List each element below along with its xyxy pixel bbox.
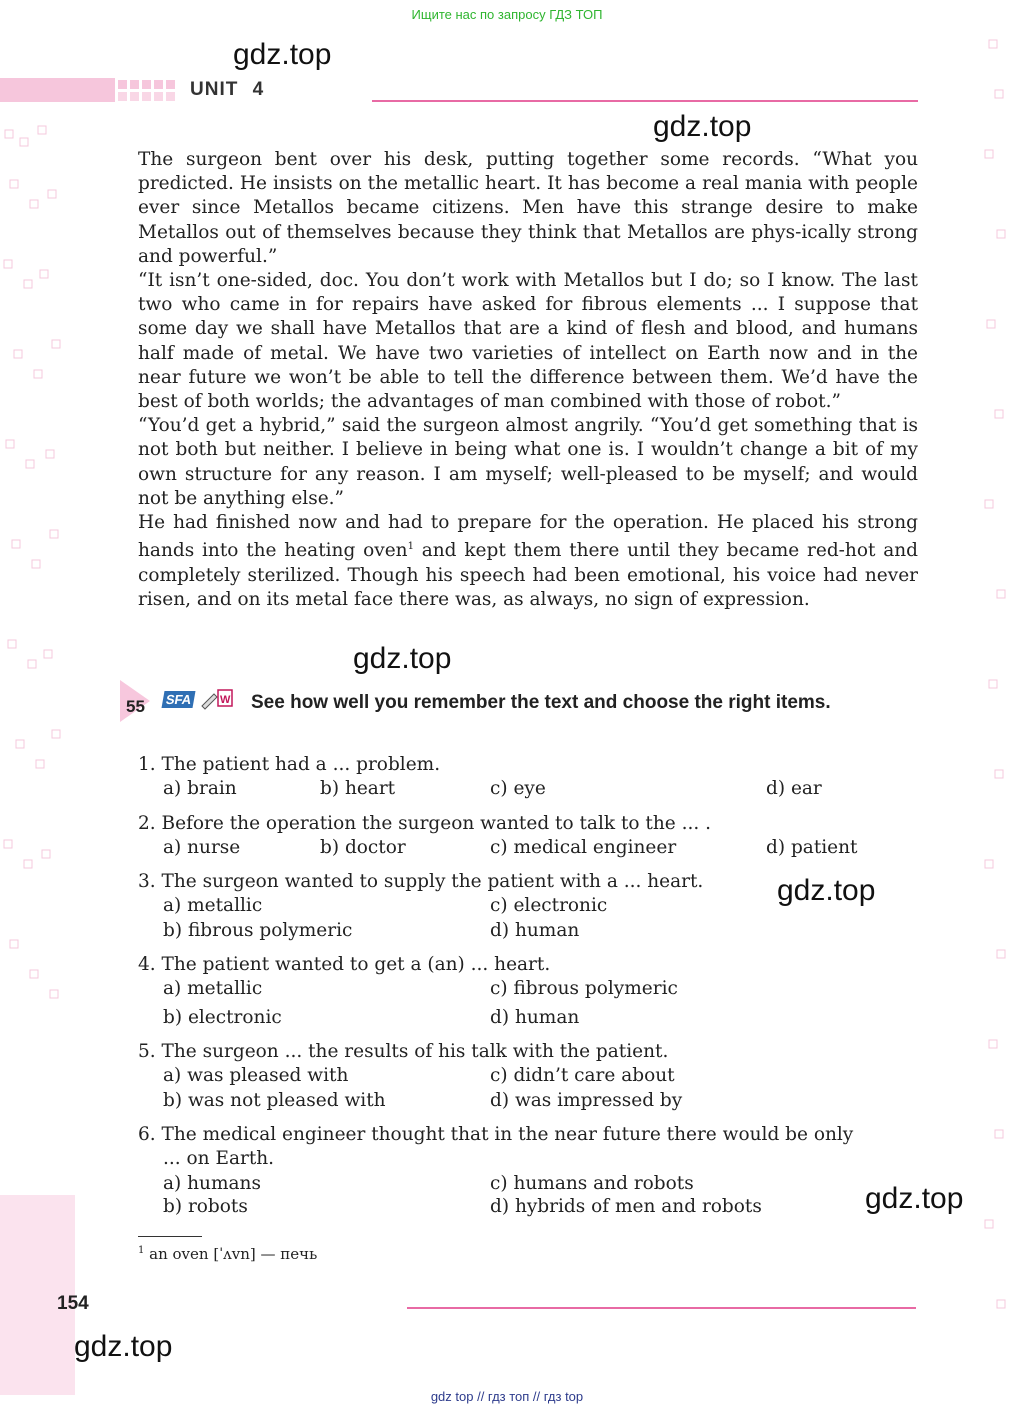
answer-option[interactable]: d) ear — [766, 778, 822, 799]
watermark: gdz.top — [777, 874, 876, 907]
writing-icon — [200, 688, 234, 710]
unit-label: UNIT — [190, 79, 239, 100]
paragraph: “You’d get a hybrid,” said the surgeon almost angrily. “You’d get something that is not both but neither. I believe in being what one is. I wouldn’t change a bit of my own structure for any reason. I am myself; well-pleased to be myself; and would not be anything else.” — [138, 415, 918, 509]
watermark: gdz.top — [233, 38, 332, 71]
question: 1. The patient had a ... problem. — [138, 754, 441, 775]
footnote-ref: 1 — [407, 541, 414, 553]
answer-option[interactable]: b) robots — [163, 1196, 248, 1217]
question: 3. The surgeon wanted to supply the patient with a ... heart. — [138, 871, 704, 892]
sfa-badge: SFA — [162, 691, 196, 708]
reading-text — [138, 148, 918, 612]
question: 2. Before the operation the surgeon wanted to talk to the ... . — [138, 813, 711, 834]
footer-rule — [407, 1307, 916, 1309]
writing-badge-letter: W — [220, 694, 231, 706]
question: 6. The medical engineer thought that in the near future there would be only — [138, 1124, 854, 1145]
footnote — [138, 1245, 317, 1263]
answer-option[interactable]: c) fibrous polymeric — [490, 978, 678, 999]
paragraph-part: and kept them there until they became red-hot and completely sterilized. Though his speech had been emotional, his voice had never risen, and on its metal face there was, as always, no sign of expression. — [138, 540, 918, 610]
answer-option[interactable]: b) electronic — [163, 1007, 282, 1028]
answer-option[interactable]: b) heart — [320, 778, 396, 799]
unit-heading — [190, 79, 264, 101]
footnote-rule — [138, 1236, 202, 1237]
answer-option[interactable]: c) humans and robots — [490, 1173, 694, 1194]
watermark: gdz.top — [74, 1330, 173, 1363]
page-number: 154 — [57, 1293, 89, 1314]
answer-option[interactable]: b) was not pleased with — [163, 1090, 386, 1111]
decorative-pattern-left — [0, 120, 70, 1020]
unit-squares — [118, 80, 175, 89]
answer-option[interactable]: d) human — [490, 1007, 580, 1028]
answer-option[interactable]: d) patient — [766, 837, 858, 858]
header-rule — [372, 100, 918, 102]
watermark: gdz.top — [653, 110, 752, 143]
unit-color-bar — [0, 78, 115, 102]
answer-option[interactable]: a) metallic — [163, 895, 263, 916]
answer-option[interactable]: a) was pleased with — [163, 1065, 349, 1086]
task-instruction: See how well you remember the text and choose the right items. — [251, 692, 831, 713]
answer-option[interactable]: a) metallic — [163, 978, 263, 999]
paragraph-part: He had finished now and had to prepare for the operation. He placed his strong hands into the heating oven — [138, 512, 918, 562]
question: 4. The patient wanted to get a (an) ... heart. — [138, 954, 551, 975]
answer-option[interactable]: c) medical engineer — [490, 837, 677, 858]
answer-option[interactable]: a) humans — [163, 1173, 261, 1194]
answer-option[interactable]: c) didn’t care about — [490, 1065, 675, 1086]
task-number: 55 — [126, 697, 145, 716]
bottom-note: gdz top // гдз топ // гдз top — [430, 1389, 584, 1404]
task-number-icon — [120, 680, 150, 722]
unit-squares — [118, 92, 175, 101]
answer-option[interactable]: b) fibrous polymeric — [163, 920, 353, 941]
unit-number: 4 — [252, 79, 265, 100]
answer-option[interactable]: a) brain — [163, 778, 237, 799]
watermark: gdz.top — [353, 642, 452, 675]
answer-option[interactable]: a) nurse — [163, 837, 241, 858]
paragraph: The surgeon bent over his desk, putting together some records. “What you predicted. He insists on the metallic heart. It has become a real mania with people ever since Metallos became citizens. Men have this strange desire to make Metallos out of themselves because they think that Metallos are phys-ically strong and powerful.” — [138, 149, 918, 267]
watermark: gdz.top — [865, 1182, 964, 1215]
footnote-text: an oven [ˈʌvn] — печь — [144, 1245, 318, 1263]
footnote-mark: 1 — [138, 1245, 145, 1256]
answer-option[interactable]: d) human — [490, 920, 580, 941]
answer-option[interactable]: c) electronic — [490, 895, 608, 916]
search-hint: Ищите нас по запросу ГДЗ ТОП — [411, 7, 603, 22]
answer-option[interactable]: d) was impressed by — [490, 1090, 683, 1111]
decorative-pattern-right — [975, 30, 1014, 1360]
question-continuation: ... on Earth. — [163, 1148, 275, 1169]
paragraph — [138, 511, 918, 612]
answer-option[interactable]: b) doctor — [320, 837, 406, 858]
answer-option[interactable]: c) eye — [490, 778, 546, 799]
task-badges — [163, 688, 234, 710]
question: 5. The surgeon ... the results of his talk with the patient. — [138, 1041, 669, 1062]
answer-option[interactable]: d) hybrids of men and robots — [490, 1196, 762, 1217]
paragraph: “It isn’t one-sided, doc. You don’t work with Metallos but I do; so I know. The last two who came in for repairs have asked for fibrous elements ... I suppose that some day we shall have Metallos that are a kind of flesh and blood, and humans half made of metal. We have two varieties of intellect on Earth now and in the near future we won’t be able to tell the difference between them. We’d have the best of both worlds; the advantages of man combined with those of robot.” — [138, 270, 918, 413]
